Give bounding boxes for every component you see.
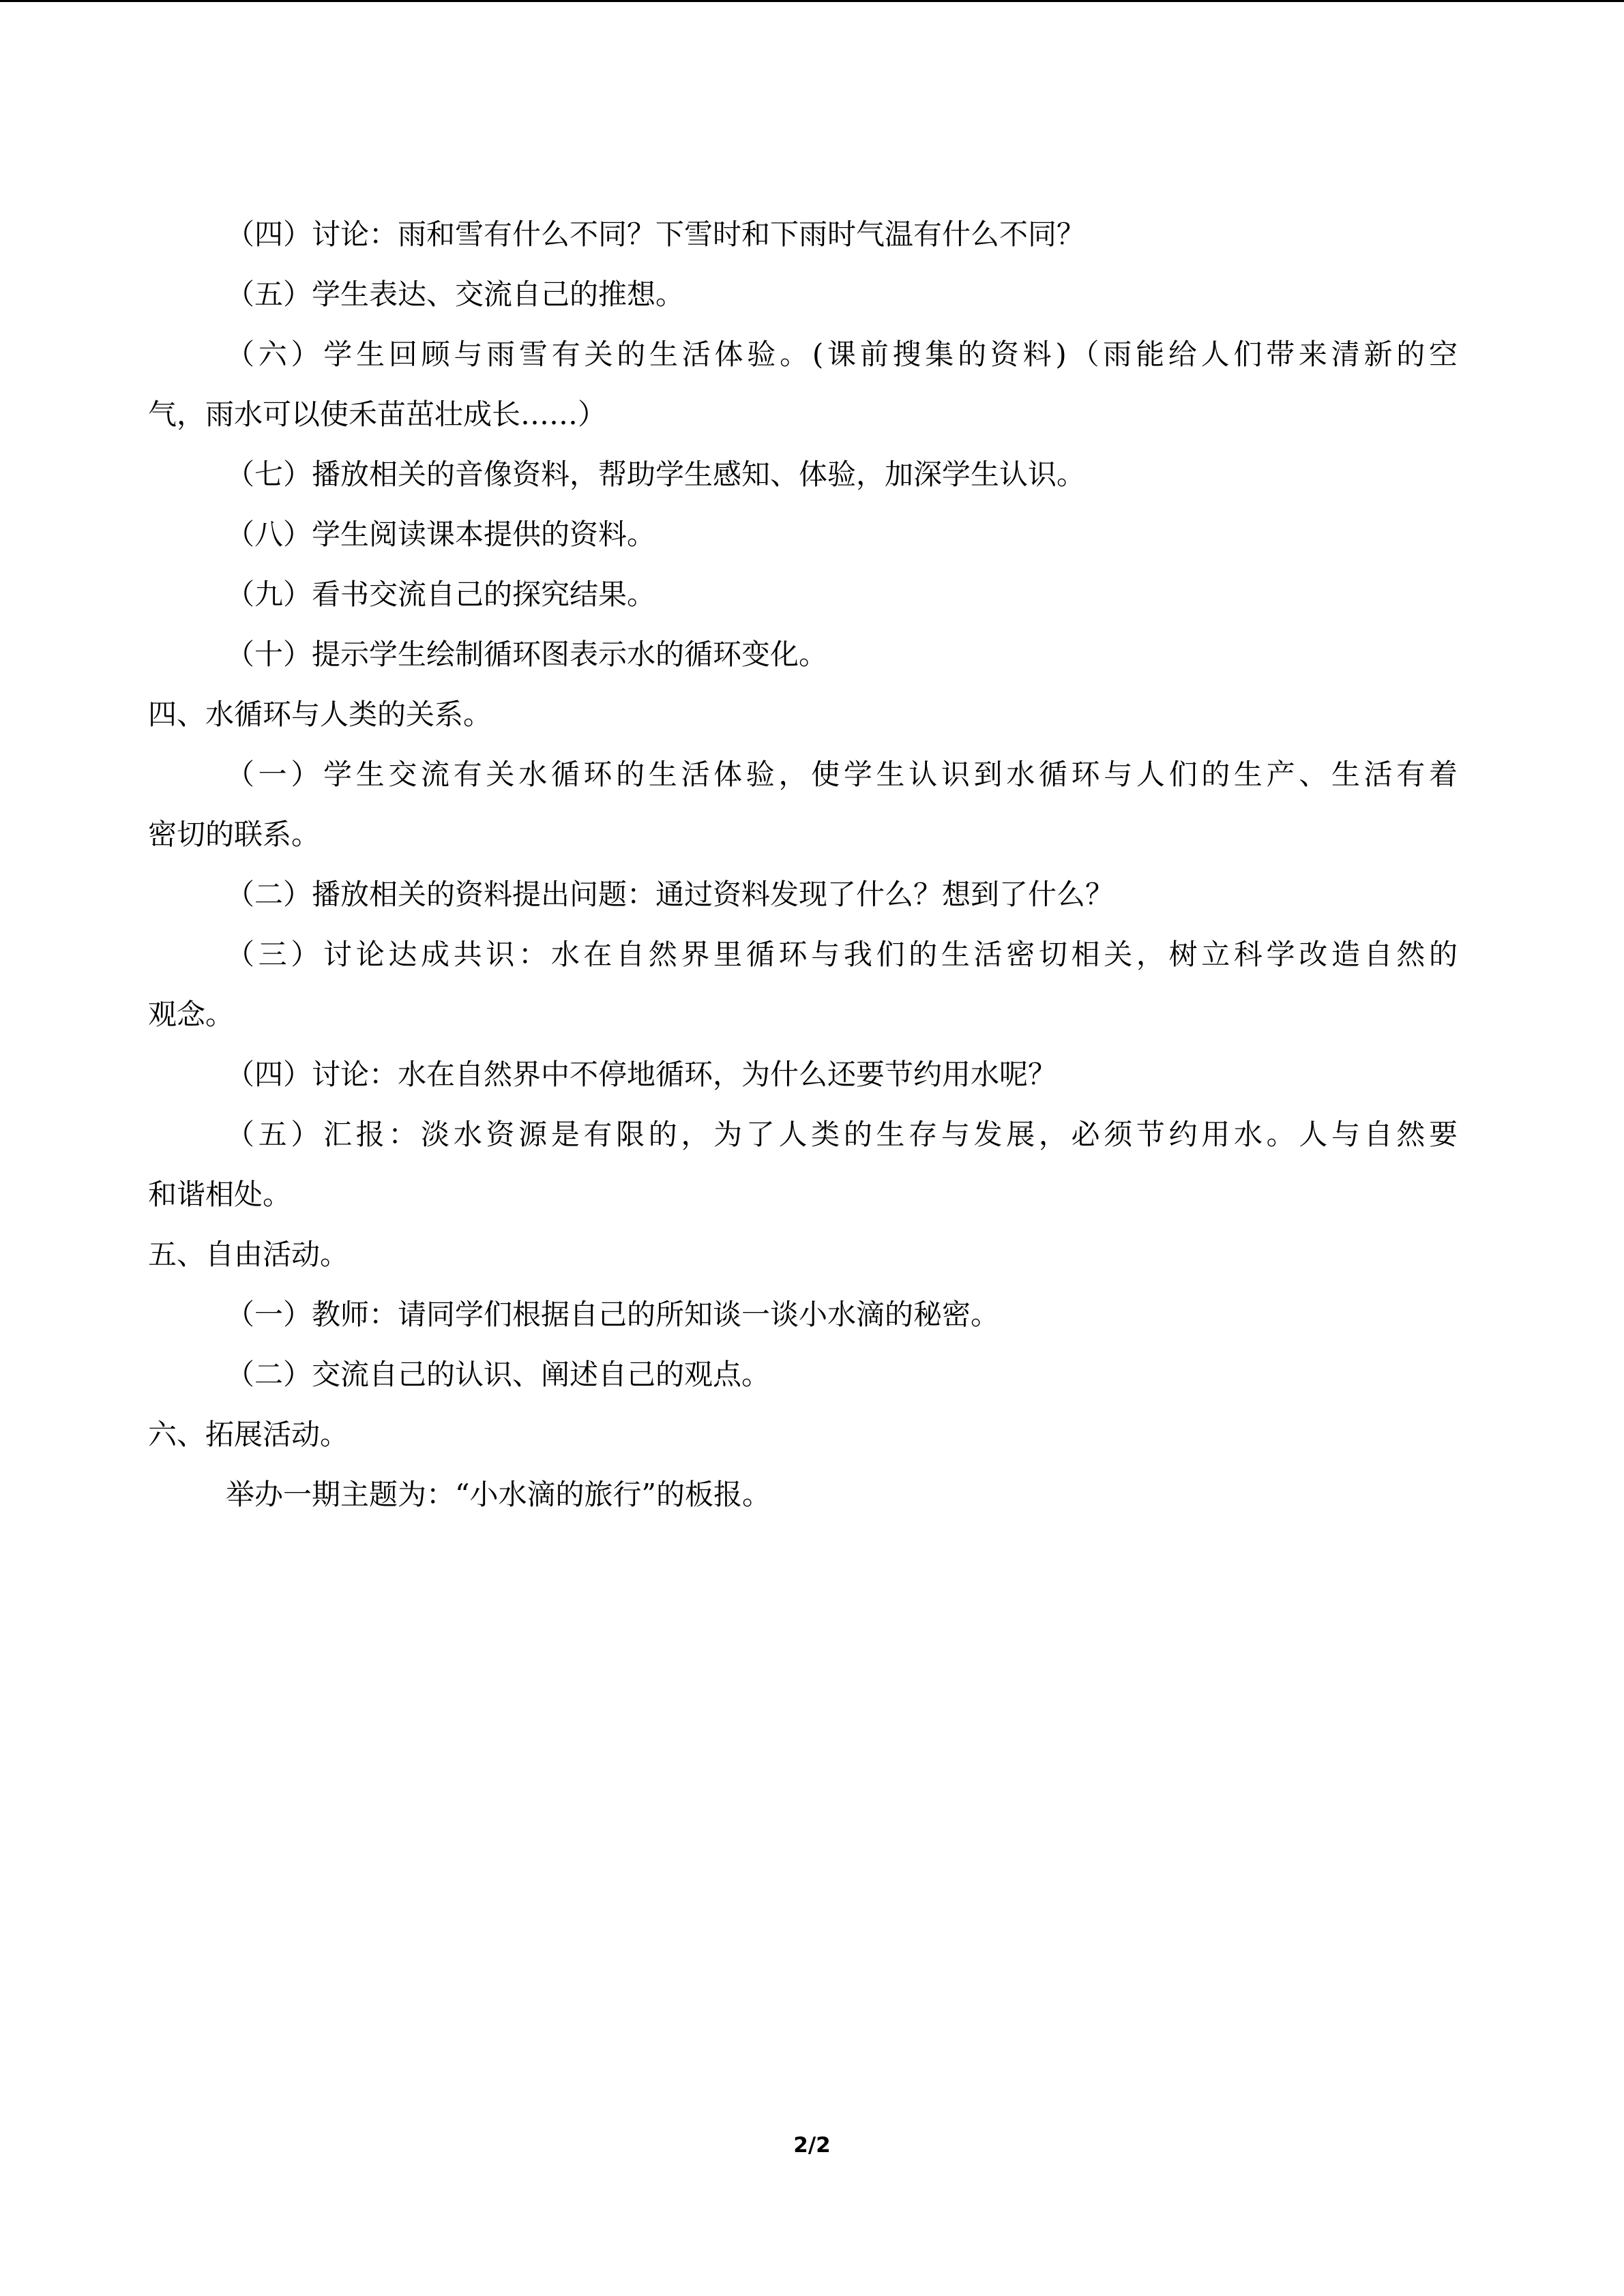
section-heading: 五、自由活动。 [148,1238,349,1271]
paragraph-line: 密切的联系。 [148,818,321,851]
paragraph-line: （五）汇报：淡水资源是有限的，为了人类的生存与发展，必须节约用水。人与自然要 [226,1118,1458,1151]
paragraph-line: （六）学生回顾与雨雪有关的生活体验。(课前搜集的资料)（雨能给人们带来清新的空 [226,338,1458,371]
paragraph-line: （一）学生交流有关水循环的生活体验，使学生认识到水循环与人们的生产、生活有着 [226,758,1458,791]
paragraph-line: （九）看书交流自己的探究结果。 [226,578,656,611]
page-number: 2/2 [793,2133,831,2158]
paragraph-line: （三）讨论达成共识：水在自然界里循环与我们的生活密切相关，树立科学改造自然的 [226,938,1458,971]
top-border-line [0,0,1624,2]
paragraph-line: （二）交流自己的认识、阐述自己的观点。 [226,1358,771,1391]
paragraph-line: （七）播放相关的音像资料，帮助学生感知、体验，加深学生认识。 [226,458,1086,491]
section-heading: 六、拓展活动。 [148,1418,349,1451]
paragraph-line: 举办一期主题为：“小水滴的旅行”的板报。 [226,1478,771,1511]
paragraph-line: （十）提示学生绘制循环图表示水的循环变化。 [226,638,828,671]
document-body [148,205,1458,1525]
paragraph-line: （四）讨论：雨和雪有什么不同？下雪时和下雨时气温有什么不同？ [226,218,1086,251]
paragraph-line: 观念。 [148,998,235,1031]
paragraph-line: （四）讨论：水在自然界中不停地循环，为什么还要节约用水呢？ [226,1058,1057,1091]
paragraph-line: （八）学生阅读课本提供的资料。 [226,518,656,551]
paragraph-line: （一）教师：请同学们根据自己的所知谈一谈小水滴的秘密。 [226,1298,1000,1331]
section-heading: 四、水循环与人类的关系。 [148,698,492,731]
paragraph-line: （二）播放相关的资料提出问题：通过资料发现了什么？想到了什么？ [226,878,1114,911]
paragraph-line: （五）学生表达、交流自己的推想。 [226,278,685,311]
paragraph-line: 气，雨水可以使禾苗茁壮成长……） [148,398,607,431]
paragraph-line: 和谐相处。 [148,1178,292,1211]
